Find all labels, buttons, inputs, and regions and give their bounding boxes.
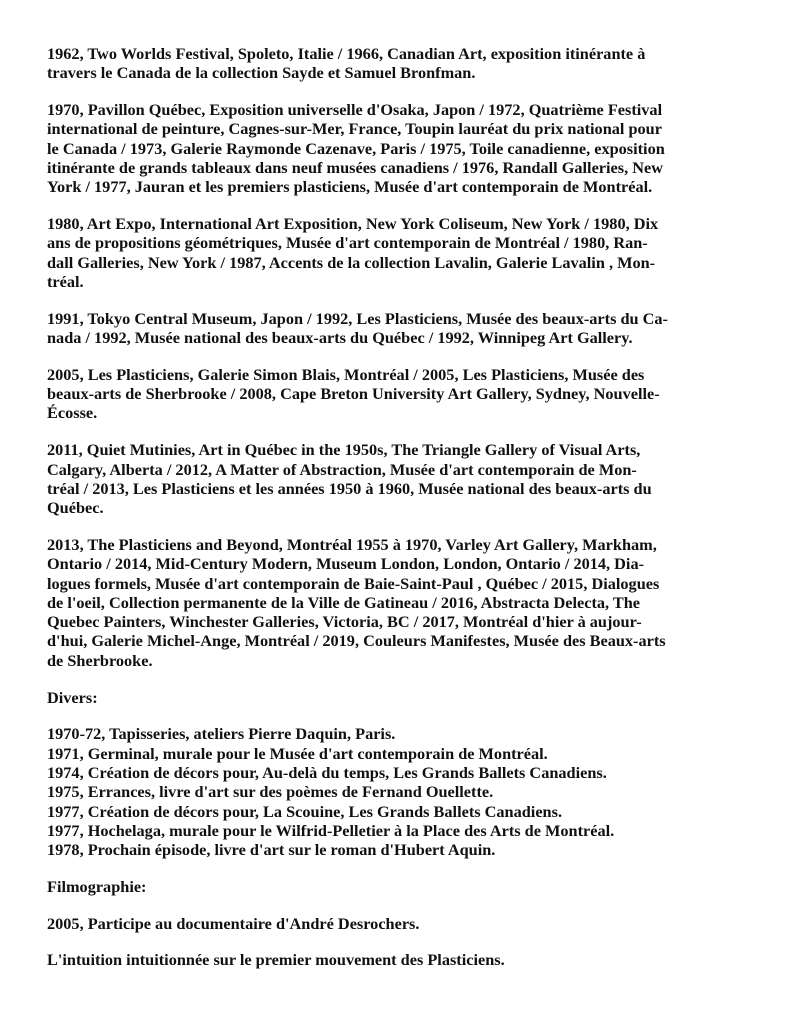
divers-heading: Divers: [47,687,98,707]
divers-item: 1971, Germinal, murale pour le Musée d'art contemporain de Montréal. [47,743,548,763]
divers-item: 1977, Création de décors pour, La Scouine, Les Grands Ballets Canadiens. [47,801,563,821]
divers-item: 1978, Prochain épisode, livre d'art sur le roman d'Hubert Aquin. [47,840,496,860]
filmographie-entry: 2005, Participe au documentaire d'André Desrochers. [47,913,420,933]
filmographie-title: L'intuition intuitionnée sur le premier mouvement des Plasticiens. [47,950,505,970]
exhibition-paragraph-1962: 1962, Two Worlds Festival, Spoleto, Italie / 1966, Canadian Art, exposition itinérante à travers le Canada de la collection Sayde et Samuel Bronfman. [47,44,646,83]
exhibition-paragraph-1980: 1980, Art Expo, International Art Exposition, New York Coliseum, New York / 1980, Dix ans de propositions géométriques, Musée d'art contemporain de Montréal / 1980, Ran- dall Galleries, New York / 1987, Accents de la collection Lavalin, Galerie Lavalin , Mon- tréal. [47,214,659,291]
divers-list [47,724,771,859]
divers-item: 1974, Création de décors pour, Au-delà du temps, Les Grands Ballets Canadiens. [47,762,607,782]
exhibition-paragraph-2011: 2011, Quiet Mutinies, Art in Québec in the 1950s, The Triangle Gallery of Visual Arts, Calgary, Alberta / 2012, A Matter of Abstraction, Musée d'art contemporain de Mon- tréal / 2013, Les Plasticiens et les années 1950 à 1960, Musée national des beaux-arts du Québec. [47,440,652,518]
exhibition-paragraph-1970: 1970, Pavillon Québec, Exposition universelle d'Osaka, Japon / 1972, Quatrième Festival international de peinture, Cagnes-sur-Mer, France, Toupin lauréat du prix national pour le Canada / 1973, Galerie Raymonde Cazenave, Paris / 1975, Toile canadienne, exposition itinérante de grands tableaux dans neuf musées canadiens / 1976, Randall Galleries, New York / 1977, Jauran et les premiers plasticiens, Musée d'art contemporain de Montréal. [47,100,665,197]
document-page [47,44,771,970]
filmographie-heading: Filmographie: [47,876,147,896]
exhibition-paragraph-1991: 1991, Tokyo Central Museum, Japon / 1992, Les Plasticiens, Musée des beaux-arts du Ca- nada / 1992, Musée national des beaux-arts du Québec / 1992, Winnipeg Art Gallery. [47,308,668,348]
exhibition-paragraph-2013: 2013, The Plasticiens and Beyond, Montréal 1955 à 1970, Varley Art Gallery, Markham, Ontario / 2014, Mid-Century Modern, Museum London, London, Ontario / 2014, Dia- logues formels, Musée d'art contemporain de Baie-Saint-Paul , Québec / 2015, Dialogues de l'oeil, Collection permanente de la Ville de Gatineau / 2016, Abstracta Delecta, The Quebec Painters, Winchester Galleries, Victoria, BC / 2017, Montréal d'hier à aujour- d'hui, Galerie Michel-Ange, Montréal / 2019, Couleurs Manifestes, Musée des Beaux-arts de Sherbrooke. [47,534,666,670]
exhibition-paragraph-2005: 2005, Les Plasticiens, Galerie Simon Blais, Montréal / 2005, Les Plasticiens, Musée des beaux-arts de Sherbrooke / 2008, Cape Breton University Art Gallery, Sydney, Nouvelle- Écosse. [47,364,660,423]
divers-item: 1970-72, Tapisseries, ateliers Pierre Daquin, Paris. [47,724,396,744]
divers-item: 1975, Errances, livre d'art sur des poèmes de Fernand Ouellette. [47,782,494,802]
divers-item: 1977, Hochelaga, murale pour le Wilfrid-Pelletier à la Place des Arts de Montréal. [47,820,615,840]
